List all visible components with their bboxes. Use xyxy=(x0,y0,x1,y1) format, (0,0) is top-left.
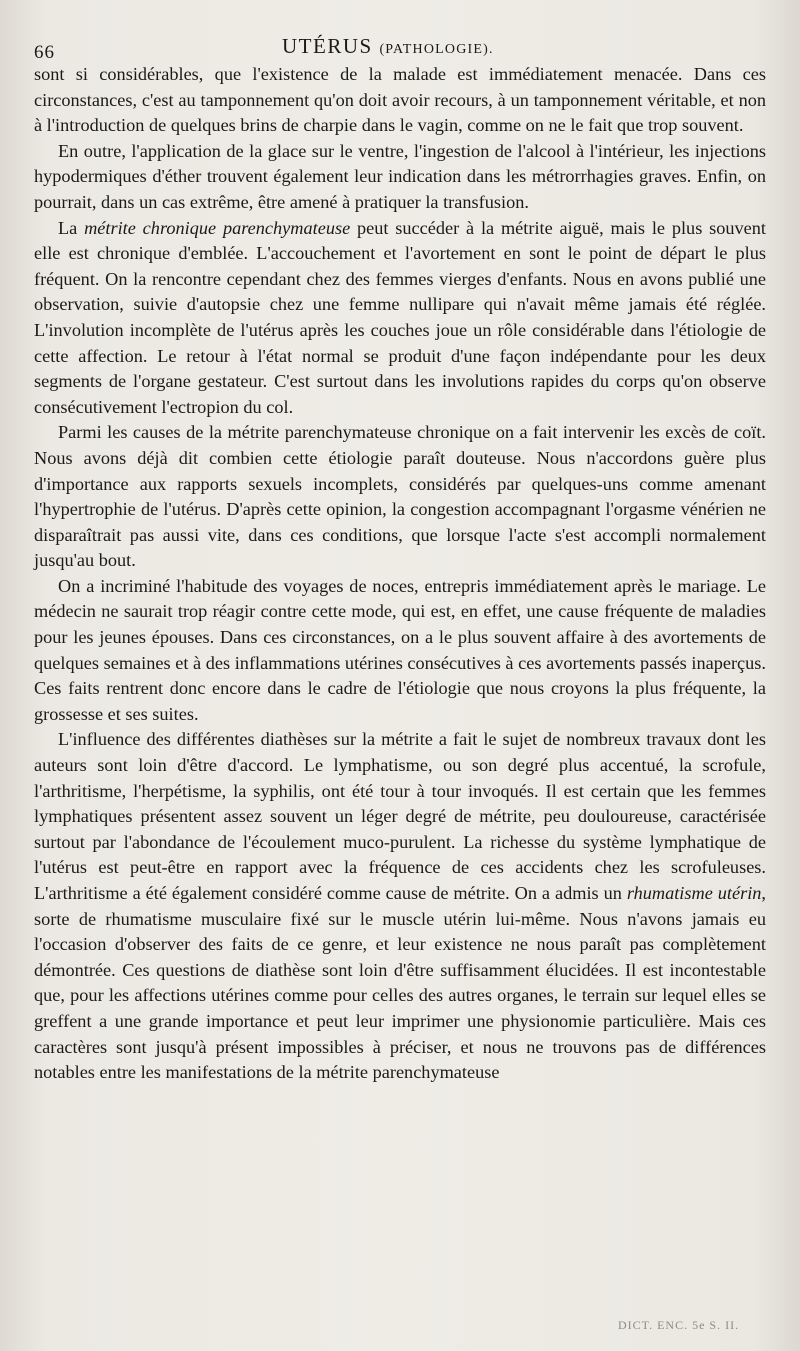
paragraph-4: Parmi les causes de la métrite parenchymateuse chronique on a fait intervenir les excès de coït. Nous avons déjà dit combien cette étiologie paraît douteuse. Nous n'accordons guère plus d'importance aux rapports sexuels incomplets, considérés par quelques-uns comme amenant l'hypertrophie de l'utérus. D'après cette opinion, la congestion accompagnant l'orgasme vénérien ne disparaîtrait pas aussi vite, dans ces conditions, que lorsque l'acte s'est accompli normalement jusqu'au bout. xyxy=(34,422,766,571)
running-title xyxy=(282,34,494,59)
paragraph-6-term: rhumatisme utérin xyxy=(626,883,762,903)
paragraph-3 xyxy=(34,216,766,421)
paragraph-6 xyxy=(34,727,766,1085)
running-title-sub: (PATHOLOGIE). xyxy=(379,42,494,57)
paragraph-2: En outre, l'application de la glace sur le ventre, l'ingestion de l'alcool à l'intérieur, les injections hypodermiques d'éther trouvent également leur indication dans les métrorrhagies graves. Enfin, on pourrait, dans un cas extrême, être amené à pratiquer la transfusion. xyxy=(34,140,766,212)
page-number: 66 xyxy=(34,42,55,63)
paragraph-3-term: métrite chronique parenchymateuse xyxy=(84,217,351,238)
paragraph-6-part1: L'influence des différentes diathèses sur la métrite a fait le sujet de nombreux travaux dont les auteurs sont loin d'être d'accord. Le lymphatisme, ou son degré plus accentué, la scrofule, l'arthritisme, l'herpétisme, la syphilis, ont été tour à tour invoqués. Il est certain que les femmes lymphatiques présentent assez souvent un léger degré de métrite, peu douloureuse, caractérisée surtout par l'abondance de l'écoulement muco-purulent. La richesse du système lymphatique de l'utérus est peut-être en rapport avec la fréquence de ces accidents chez les scrofuleuses. L'arthritisme a été également considéré comme cause de métrite. On a admis un xyxy=(34,729,766,903)
running-title-main: UTÉRUS xyxy=(282,34,373,58)
paragraph-1: sont si considérables, que l'existence de la malade est immédiatement menacée. Dans ces circonstances, c'est au tamponnement qu'on doit avoir recours, à un tamponnement véritable, et non à l'introduction de quelques brins de charpie dans le vagin, comme on ne le fait que trop souvent. xyxy=(34,64,766,136)
paragraph-3-lead: La xyxy=(58,217,85,238)
paragraph-5: On a incriminé l'habitude des voyages de noces, entrepris immédiatement après le mariage. Le médecin ne saurait trop réagir contre cette mode, qui est, en effet, une cause fréquente de maladies pour les jeunes épouses. Dans ces circonstances, on a le plus souvent affaire à des avortements de quelques semaines et à des inflammations utérines consécutives à ces avortements passés inaperçus. Ces faits rentrent donc encore dans le cadre de l'étiologie que nous croyons la plus fréquente, la grossesse et ses suites. xyxy=(34,575,766,724)
page-header xyxy=(34,30,764,63)
paragraph-3-rest: peut succéder à la métrite aiguë, mais le plus souvent elle est chronique d'emblée. L'accouchement et l'avortement en sont le point de départ le plus fréquent. On la rencontre cependant chez des femmes vierges d'enfants. Nous en avons publié une observation, suivie d'autopsie chez une femme nullipare qui n'avait même jamais été réglée. L'involution incomplète de l'utérus après les couches joue un rôle considérable dans l'étiologie de cette affection. Le retour à l'état normal se produit d'une façon indépendante pour les deux segments de l'organe gestateur. C'est surtout dans les involutions rapides du corps qu'on observe consécutivement l'ectropion du col. xyxy=(34,217,766,417)
paragraph-6-part2: , sorte de rhumatisme musculaire fixé sur le muscle utérin lui-même. Nous n'avons jamais eu l'occasion d'observer des faits de ce genre, et leur existence ne nous paraît pas complètement démontrée. Ces questions de diathèse sont loin d'être suffisamment élucidées. Il est incontestable que, pour les affections utérines comme pour celles des autres organes, le terrain sur lequel elles se greffent a une grande importance et peut leur imprimer une physionomie particulière. Mais ces caractères sont jusqu'à présent impossibles à préciser, et nous ne trouvons pas de différences notables entre les manifestations de la métrite parenchymateuse xyxy=(34,883,766,1083)
footer-signature: DICT. ENC. 5e S. II. xyxy=(618,1318,740,1332)
body-text xyxy=(34,62,766,1086)
